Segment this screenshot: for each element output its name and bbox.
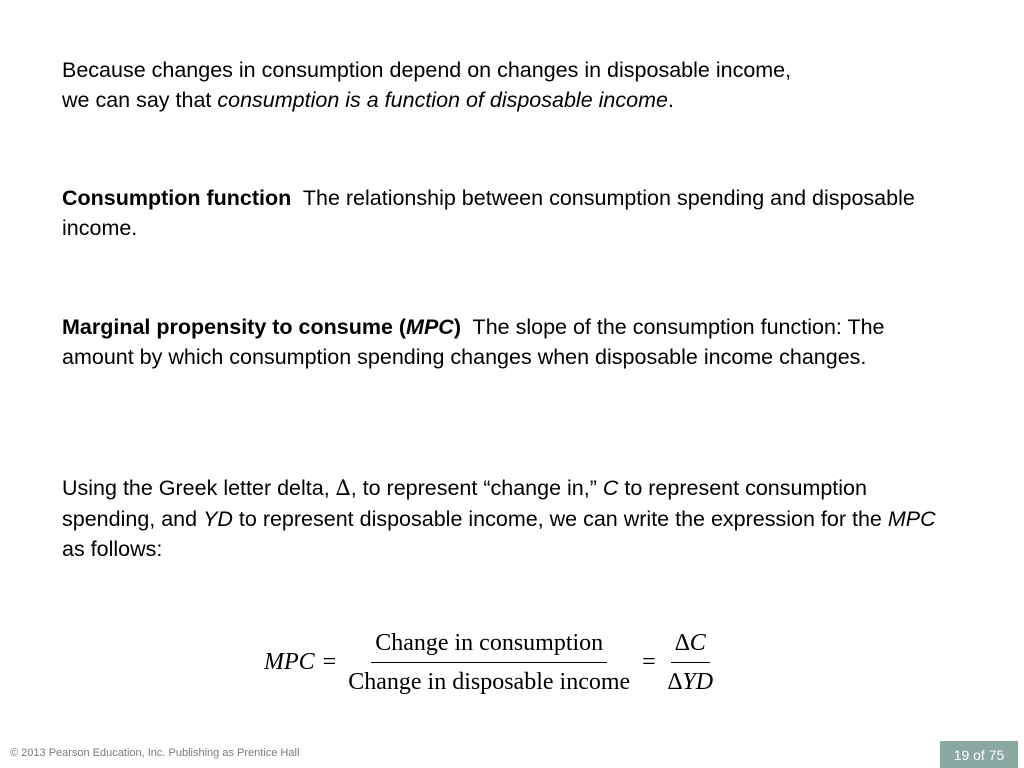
formula-equals-2: = — [642, 648, 656, 675]
p4-seg4: to represent disposable income, we can write the expression for the — [232, 507, 888, 531]
p1-line2-start: we can say that — [62, 88, 218, 112]
term-mpc-italic: MPC — [406, 315, 454, 339]
formula-word-fraction — [344, 630, 634, 695]
formula-yd: YD — [682, 668, 714, 695]
p4-yd: YD — [203, 507, 233, 531]
formula-delta-c — [671, 630, 710, 663]
formula-numerator: Change in consumption — [371, 630, 607, 663]
definition-mpc — [62, 312, 962, 372]
p1-line2-italic: consumption is a function of disposable income — [217, 88, 668, 112]
term-mpc-start: Marginal propensity to consume ( — [62, 315, 407, 339]
p4-mpc: MPC — [887, 507, 936, 531]
p4-seg3: to represent consumption spending, and — [62, 476, 867, 531]
formula-delta-yd — [664, 663, 717, 695]
p1-line2-end: . — [667, 88, 674, 112]
delta-symbol: ∆ — [667, 668, 683, 695]
formula-c: C — [689, 629, 706, 656]
paragraph-delta-notation — [62, 473, 942, 564]
p4-seg2: , to represent “change in,” — [350, 476, 603, 500]
definition-text: The slope of the consumption function: The amount by which consumption spending changes when disposable income changes. — [62, 315, 891, 369]
p4-seg5: as follows: — [62, 537, 163, 561]
delta-symbol: ∆ — [335, 476, 351, 501]
p4-seg1: Using the Greek letter delta, — [62, 476, 336, 500]
delta-symbol: ∆ — [675, 629, 690, 656]
term-mpc-end: ) — [453, 315, 461, 339]
copyright-footer: © 2013 Pearson Education, Inc. Publishing as Prentice Hall — [10, 747, 300, 759]
term-mpc — [62, 315, 461, 339]
formula-delta-fraction — [664, 630, 717, 695]
term-consumption-function: Consumption function — [62, 186, 292, 210]
formula-equals: = — [322, 648, 337, 675]
formula-lhs: MPC — [264, 648, 315, 675]
paragraph-consumption-depends — [62, 55, 962, 115]
p1-line1: Because changes in consumption depend on changes in disposable income, — [62, 58, 792, 82]
definition-consumption-function — [62, 183, 962, 243]
slide-page-indicator: 19 of 75 — [940, 741, 1018, 768]
mpc-formula — [264, 622, 717, 702]
definition-text: The relationship between consumption spending and disposable income. — [62, 186, 921, 240]
formula-denominator: Change in disposable income — [348, 668, 631, 695]
p4-c: C — [602, 476, 619, 500]
